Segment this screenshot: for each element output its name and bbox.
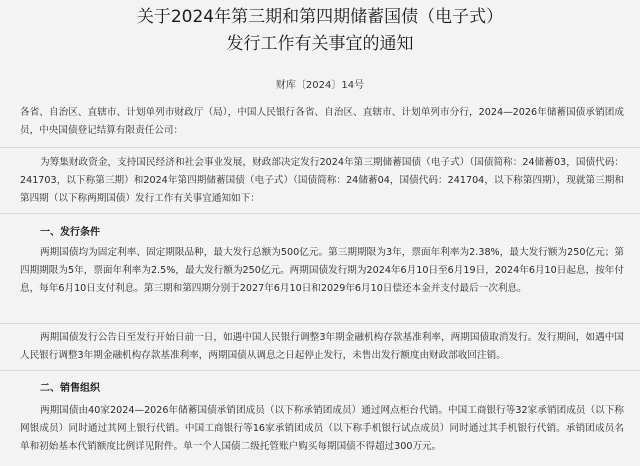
divider: [0, 323, 640, 324]
divider: [0, 213, 640, 214]
cancellation-paragraph: 两期国债发行公告日至发行开始日前一日，如遇中国人民银行调整3年期金融机构存款基准利率，两期国债取消发行。发行期间，如遇中国人民银行调整3年期金融机构存款基准利率，两期国债从调息之日起停止发行，未售出发行额度由财政部收回注销。: [20, 332, 624, 361]
title-line-1: 关于2024年第三期和第四期储蓄国债（电子式）: [136, 7, 504, 27]
addressees-paragraph: 各省、自治区、直辖市、计划单列市财政厅（局），中国人民银行各省、自治区、直辖市、计划单列市分行，2024—2026年储蓄国债承销团成员，中央国债登记结算有限责任公司：: [20, 107, 624, 136]
sales-paragraph: 两期国债由40家2024—2026年储蓄国债承销团成员（以下称承销团成员）通过网点柜台代销。中国工商银行等32家承销团成员（以下称网银成员）同时通过其网上银行代销。中国工商银行等16家承销团成员（以下称手机银行试点成员）同时通过其手机银行代销。承销团成员名单和初始基本代销额度比例详见附件。单一个人国债二级托管账户购买每期国债不得超过300万元。: [20, 405, 624, 452]
issuance-terms-paragraph: 两期国债均为固定利率、固定期限品种，最大发行总额为500亿元。第三期期限为3年，票面年利率为2.38%，最大发行额为250亿元；第四期期限为5年，票面年利率为2.5%，最大发行额为250亿元。两期国债发行期为2024年6月10日至6月19日，2024年6月10日起息，按年付息，每年6月10日支付利息。第三期和第四期分别于2027年6月10日和2029年6月10日偿还本金并支付最后一次利息。: [20, 247, 624, 294]
divider: [0, 147, 640, 148]
section-heading-issuance-terms: 一、发行条件: [40, 227, 100, 238]
title-line-2: 发行工作有关事宜的通知: [226, 34, 414, 54]
section-heading-sales: 二、销售组织: [40, 383, 100, 394]
intro-paragraph: 为筹集财政资金，支持国民经济和社会事业发展，财政部决定发行2024年第三期储蓄国债（电子式）（国债简称：24储蓄03，国债代码：241703，以下称第三期）和2024年第四期储蓄国债（电子式）（国债简称：24储蓄04，国债代码：241704，以下称第四期），现就第三期和第四期（以下称两期国债）发行工作有关事宜通知如下：: [20, 157, 624, 204]
divider: [0, 370, 640, 371]
document-number: 财库〔2024〕14号: [275, 80, 365, 91]
